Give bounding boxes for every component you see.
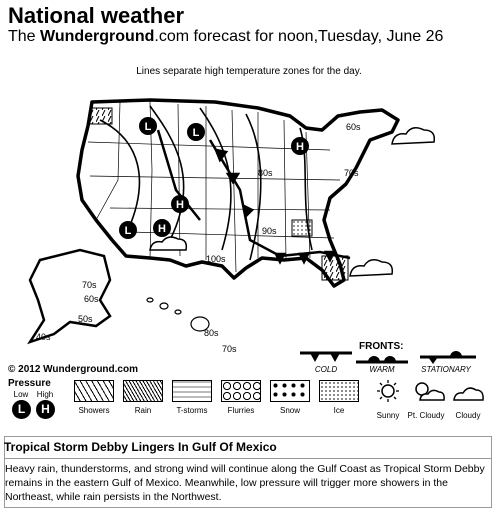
subtitle-brand: Wunderground [40, 28, 155, 45]
high-pressure-center [291, 137, 309, 155]
page-title: National weather [8, 3, 185, 28]
sun-icon [368, 380, 408, 402]
pressure-high-label: High [36, 390, 54, 399]
low-pressure-center [139, 117, 157, 135]
low-pressure-center [119, 221, 137, 239]
rain-icon [123, 380, 163, 402]
temperature-label: 90s [262, 226, 277, 236]
legend-cloudy [446, 380, 490, 420]
legend-label: Snow [279, 406, 300, 415]
legend-label: Flurries [227, 406, 255, 415]
legend-partly-cloudy [404, 380, 448, 420]
high-pressure-symbol: H [36, 400, 55, 419]
temperature-label: 80s [204, 328, 219, 338]
cold-front-label: COLD [314, 365, 338, 374]
legend-label: Ice [333, 406, 345, 415]
weather-map [0, 80, 498, 380]
legend-label: Rain [134, 406, 152, 415]
legend-label: Showers [78, 406, 110, 415]
legend-ice [317, 380, 361, 415]
page-subtitle [8, 28, 443, 46]
fronts-legend-title: FRONTS: [359, 341, 404, 352]
legend-tstorms [170, 380, 214, 415]
svg-text:H: H [158, 223, 166, 235]
legend-label: Cloudy [455, 411, 481, 420]
temperature-label: 70s [82, 280, 97, 290]
stationary-front-legend [418, 350, 474, 374]
pressure-legend-title: Pressure [8, 378, 51, 389]
legend-rain [121, 380, 165, 415]
subtitle-rest: .com forecast for noon,Tuesday, June 26 [154, 28, 444, 45]
story-body: Heavy rain, thunderstorms, and strong wind will continue along the Gulf Coast as Tropical Storm Debby remains in the eastern Gulf of Mexico. Meanwhile, low pressure will trigger more showers in the Northeast, while rain persists in the Northwest. [5, 463, 485, 503]
temperature-label: 40s [36, 332, 51, 342]
pressure-low-label: Low [13, 390, 29, 399]
copyright: © 2012 Wunderground.com [8, 364, 138, 375]
temperature-label: 50s [78, 314, 93, 324]
low-pressure-center [187, 123, 205, 141]
rain-area-northwest [90, 108, 112, 124]
temperature-label: 60s [84, 294, 99, 304]
snow-icon [270, 380, 310, 402]
temperature-label: 100s [206, 254, 226, 264]
hawaii-islands [147, 298, 209, 331]
subtitle-prefix: The [8, 28, 41, 45]
warm-front-label: WARM [369, 365, 395, 374]
cold-front-icon [298, 350, 354, 364]
svg-text:H: H [176, 199, 184, 211]
legend-label: Sunny [376, 411, 400, 420]
high-pressure-center [171, 195, 189, 213]
legend-snow [268, 380, 312, 415]
tstorms-icon [172, 380, 212, 402]
svg-text:L: L [192, 127, 200, 139]
cloud-icon [448, 380, 488, 402]
svg-text:L: L [124, 225, 132, 237]
tstorm-area-southeast [292, 220, 312, 236]
story-headline: Tropical Storm Debby Lingers In Gulf Of Mexico [4, 440, 277, 454]
partly-cloudy-icon [406, 380, 446, 402]
flurries-icon [221, 380, 261, 402]
cold-front-legend [298, 350, 354, 374]
legend-flurries [219, 380, 263, 415]
rain-area-gulf [322, 256, 348, 280]
temperature-label: 70s [222, 344, 237, 354]
temperature-label: 80s [258, 168, 273, 178]
story-divider [4, 458, 492, 459]
map-note: Lines separate high temperature zones for the day. [136, 66, 362, 77]
showers-icon [74, 380, 114, 402]
temperature-label: 70s [344, 168, 359, 178]
warm-front-legend [354, 350, 410, 374]
temperature-label: 60s [346, 122, 361, 132]
ice-icon [319, 380, 359, 402]
high-pressure-center [153, 219, 171, 237]
svg-text:L: L [144, 121, 152, 133]
stationary-front-icon [418, 350, 478, 364]
legend-label: Pt. Cloudy [407, 411, 445, 420]
legend-label: T-storms [176, 406, 208, 415]
low-pressure-symbol: L [12, 400, 31, 419]
warm-front-icon [354, 350, 410, 364]
legend-showers [72, 380, 116, 415]
stationary-front-label: STATIONARY [421, 365, 471, 374]
svg-text:H: H [296, 141, 304, 153]
